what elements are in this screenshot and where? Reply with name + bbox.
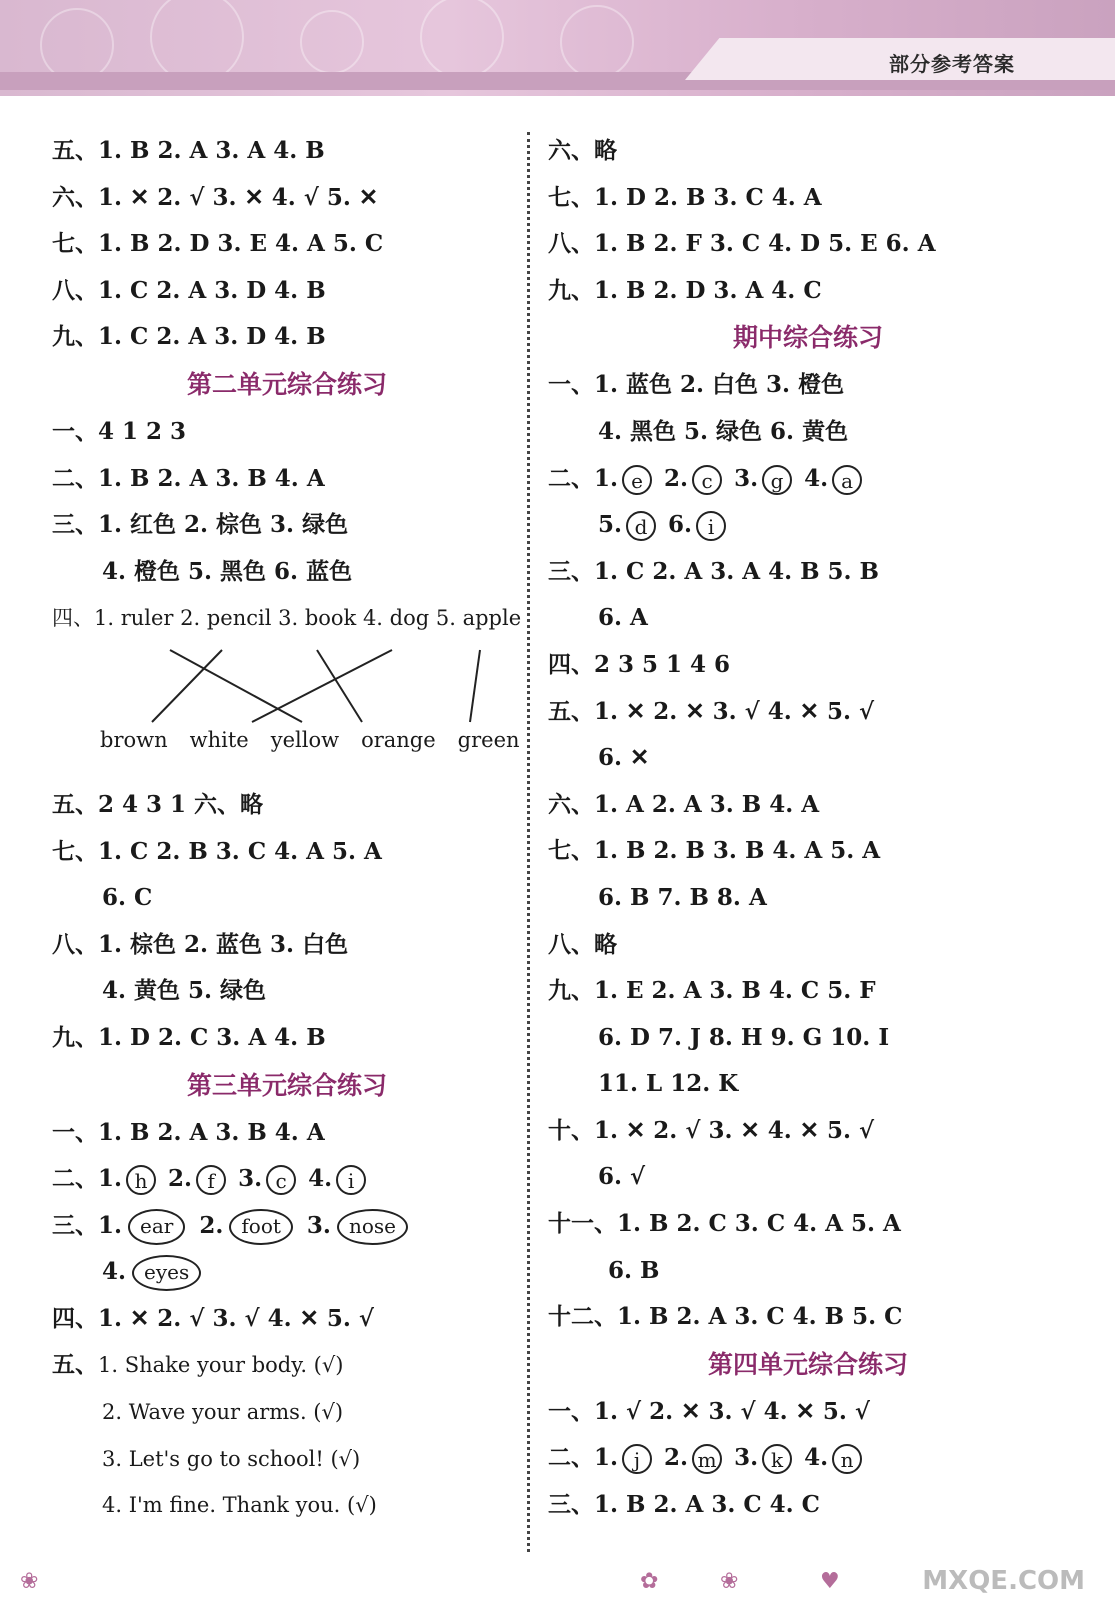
- sentence-answer: 3. Let's go to school! (√): [102, 1446, 361, 1471]
- item-number: 1.: [98, 1211, 123, 1239]
- decor-circle: [420, 0, 504, 79]
- item-number: 2.: [168, 1165, 193, 1193]
- answer-block: [548, 128, 1068, 314]
- answer-line: 五、1. ✕ 2. ✕ 3. √ 4. ✕ 5. √: [548, 697, 875, 725]
- answer-line: [52, 1482, 522, 1529]
- color-words: [100, 728, 542, 752]
- right-column: [548, 128, 1068, 1529]
- header-title: 部分参考答案: [889, 52, 1015, 76]
- circled-words-line: [52, 1203, 522, 1250]
- answer-line: [52, 1342, 522, 1389]
- answer-line: 三、1. 红色 2. 棕色 3. 绿色: [52, 511, 349, 539]
- circled-word: nose: [337, 1209, 408, 1245]
- item-number: 4.: [308, 1165, 333, 1193]
- column-divider: [527, 132, 530, 1552]
- match-line: [152, 650, 222, 722]
- sentence-answer: 2. Wave your arms. (√): [102, 1400, 344, 1425]
- decor-circle: [560, 5, 634, 79]
- item-number: 2.: [664, 464, 689, 492]
- decor-circle: [300, 10, 364, 74]
- question-number: 五、: [52, 1351, 98, 1379]
- circled-word: ear: [128, 1209, 185, 1245]
- question-number: 二、: [548, 1444, 594, 1472]
- answer-block: [52, 128, 522, 361]
- circled-letter: d: [626, 511, 656, 541]
- watermark: MXQE.COM: [922, 1566, 1085, 1596]
- answer-line: 4. 黄色 5. 绿色: [102, 977, 267, 1005]
- circled-letter: a: [832, 465, 862, 495]
- circled-letter: i: [336, 1165, 366, 1195]
- circled-word: eyes: [132, 1255, 201, 1291]
- answer-line: 一、1. B 2. A 3. B 4. A: [52, 1118, 325, 1146]
- answer-line: 七、1. B 2. B 3. B 4. A 5. A: [548, 837, 881, 865]
- answer-line: 七、1. D 2. B 3. C 4. A: [548, 183, 822, 211]
- circled-letter: f: [196, 1165, 226, 1195]
- circled-words-line: [52, 1249, 522, 1296]
- item-number: 6.: [668, 511, 693, 539]
- answer-block: [52, 1342, 522, 1528]
- answer-line: 一、1. 蓝色 2. 白色 3. 橙色: [548, 371, 845, 399]
- answer-line: 九、1. E 2. A 3. B 4. C 5. F: [548, 977, 876, 1005]
- circled-letter: j: [622, 1444, 652, 1474]
- item-number: 2.: [664, 1444, 689, 1472]
- answer-line: 五、2 4 3 1 六、略: [52, 790, 264, 818]
- answer-line: 6. √: [598, 1163, 646, 1191]
- answer-line: 6. B 7. B 8. A: [598, 883, 767, 911]
- answer-line: 四、2 3 5 1 4 6: [548, 650, 731, 678]
- question-number: 二、: [548, 464, 594, 492]
- section-title: 期中综合练习: [732, 323, 883, 353]
- circled-letter: e: [622, 465, 652, 495]
- answer-line: 二、1. B 2. A 3. B 4. A: [52, 464, 325, 492]
- answer-line: 4. 黑色 5. 绿色 6. 黄色: [598, 417, 849, 445]
- item-number: 1.: [594, 464, 619, 492]
- circled-letters-line: [52, 1156, 522, 1203]
- circled-letters-line: [548, 502, 1068, 549]
- item-number: 3.: [734, 464, 759, 492]
- answer-line: 三、1. C 2. A 3. A 4. B 5. B: [548, 557, 879, 585]
- section-title: 第四单元综合练习: [707, 1349, 908, 1379]
- header-banner: [0, 0, 1115, 96]
- color-word: brown: [100, 727, 168, 752]
- sentence-answer: 4. I'm fine. Thank you. (√): [102, 1493, 377, 1518]
- answer-line: 四、1. ✕ 2. √ 3. √ 4. ✕ 5. √: [52, 1304, 375, 1332]
- item-number: 3.: [238, 1165, 263, 1193]
- question-number: 三、: [52, 1211, 98, 1239]
- answer-line: 九、1. C 2. A 3. D 4. B: [52, 323, 326, 351]
- answer-line: 八、1. 棕色 2. 蓝色 3. 白色: [52, 930, 349, 958]
- item-number: 4.: [804, 1444, 829, 1472]
- answer-line: 十二、1. B 2. A 3. C 4. B 5. C: [548, 1303, 903, 1331]
- question-number: 二、: [52, 1165, 98, 1193]
- matching-words: 四、1. ruler 2. pencil 3. book 4. dog 5. apple: [52, 606, 522, 631]
- match-line: [252, 650, 392, 722]
- circled-letter: c: [692, 465, 722, 495]
- circled-letter: n: [832, 1444, 862, 1474]
- answer-line: 6. D 7. J 8. H 9. G 10. I: [598, 1023, 890, 1051]
- item-number: 4.: [804, 464, 829, 492]
- circled-letter: c: [266, 1165, 296, 1195]
- answer-line: 七、1. B 2. D 3. E 4. A 5. C: [52, 230, 384, 258]
- item-number: 4.: [102, 1258, 127, 1286]
- answer-line: 十一、1. B 2. C 3. C 4. A 5. A: [548, 1210, 901, 1238]
- circled-letter: i: [696, 511, 726, 541]
- answer-block: [52, 782, 522, 875]
- item-number: 3.: [306, 1211, 331, 1239]
- match-line: [170, 650, 302, 722]
- answer-line: 九、1. B 2. D 3. A 4. C: [548, 276, 822, 304]
- left-column: [52, 128, 522, 1529]
- answer-line: [52, 1389, 522, 1436]
- circled-word: foot: [229, 1209, 293, 1245]
- answer-line: 4. 橙色 5. 黑色 6. 蓝色: [102, 557, 353, 585]
- answer-line: 一、1. √ 2. ✕ 3. √ 4. ✕ 5. √: [548, 1397, 871, 1425]
- color-word: yellow: [270, 727, 340, 752]
- color-word: green: [457, 727, 520, 752]
- answer-line: 三、1. B 2. A 3. C 4. C: [548, 1491, 820, 1519]
- answer-line: 一、4 1 2 3: [52, 417, 187, 445]
- flower-icon: ❀: [720, 1569, 739, 1594]
- answer-block: [52, 409, 522, 549]
- sentence-answer: 1. Shake your body. (√): [98, 1353, 344, 1378]
- circled-letters-line: [548, 1435, 1068, 1482]
- answer-line: 6. ✕: [598, 744, 650, 772]
- answer-line: 八、略: [548, 930, 617, 958]
- answer-line: 七、1. C 2. B 3. C 4. A 5. A: [52, 837, 382, 865]
- answer-line: [52, 595, 522, 642]
- color-word: orange: [361, 727, 436, 752]
- answer-line: 11. L 12. K: [598, 1070, 739, 1098]
- footer-decoration: [0, 1560, 1115, 1600]
- section-title: 第三单元综合练习: [186, 1070, 387, 1100]
- flower-icon: ❀: [20, 1569, 39, 1594]
- matching-lines: [52, 642, 522, 742]
- color-word: white: [189, 727, 249, 752]
- answer-line: 6. C: [102, 884, 153, 912]
- answer-line: 6. B: [608, 1256, 660, 1284]
- circled-letter: m: [692, 1444, 722, 1474]
- answer-line: 6. A: [598, 604, 648, 632]
- matching-diagram: [52, 642, 522, 782]
- item-number: 1.: [594, 1444, 619, 1472]
- answer-line: 五、1. B 2. A 3. A 4. B: [52, 137, 325, 164]
- circled-letter: k: [762, 1444, 792, 1474]
- answer-line: 六、略: [548, 137, 617, 164]
- heart-icon: ♥: [820, 1569, 840, 1594]
- item-number: 5.: [598, 511, 623, 539]
- decor-circle: [40, 8, 114, 82]
- flower-icon: ✿: [640, 1569, 659, 1594]
- answer-line: 八、1. B 2. F 3. C 4. D 5. E 6. A: [548, 230, 936, 258]
- match-line: [470, 650, 480, 722]
- item-number: 3.: [734, 1444, 759, 1472]
- answer-line: 九、1. D 2. C 3. A 4. B: [52, 1023, 326, 1051]
- answer-line: 八、1. C 2. A 3. D 4. B: [52, 276, 326, 304]
- answer-line: 六、1. ✕ 2. √ 3. ✕ 4. √ 5. ✕: [52, 183, 379, 211]
- circled-letter: g: [762, 465, 792, 495]
- answer-line: 十、1. ✕ 2. √ 3. ✕ 4. ✕ 5. √: [548, 1116, 875, 1144]
- item-number: 1.: [98, 1165, 123, 1193]
- circled-letter: h: [126, 1165, 156, 1195]
- circled-letters-line: [548, 456, 1068, 503]
- answer-line: [52, 1436, 522, 1483]
- section-title: 第二单元综合练习: [186, 369, 387, 399]
- answer-line: 六、1. A 2. A 3. B 4. A: [548, 790, 820, 818]
- item-number: 2.: [199, 1211, 224, 1239]
